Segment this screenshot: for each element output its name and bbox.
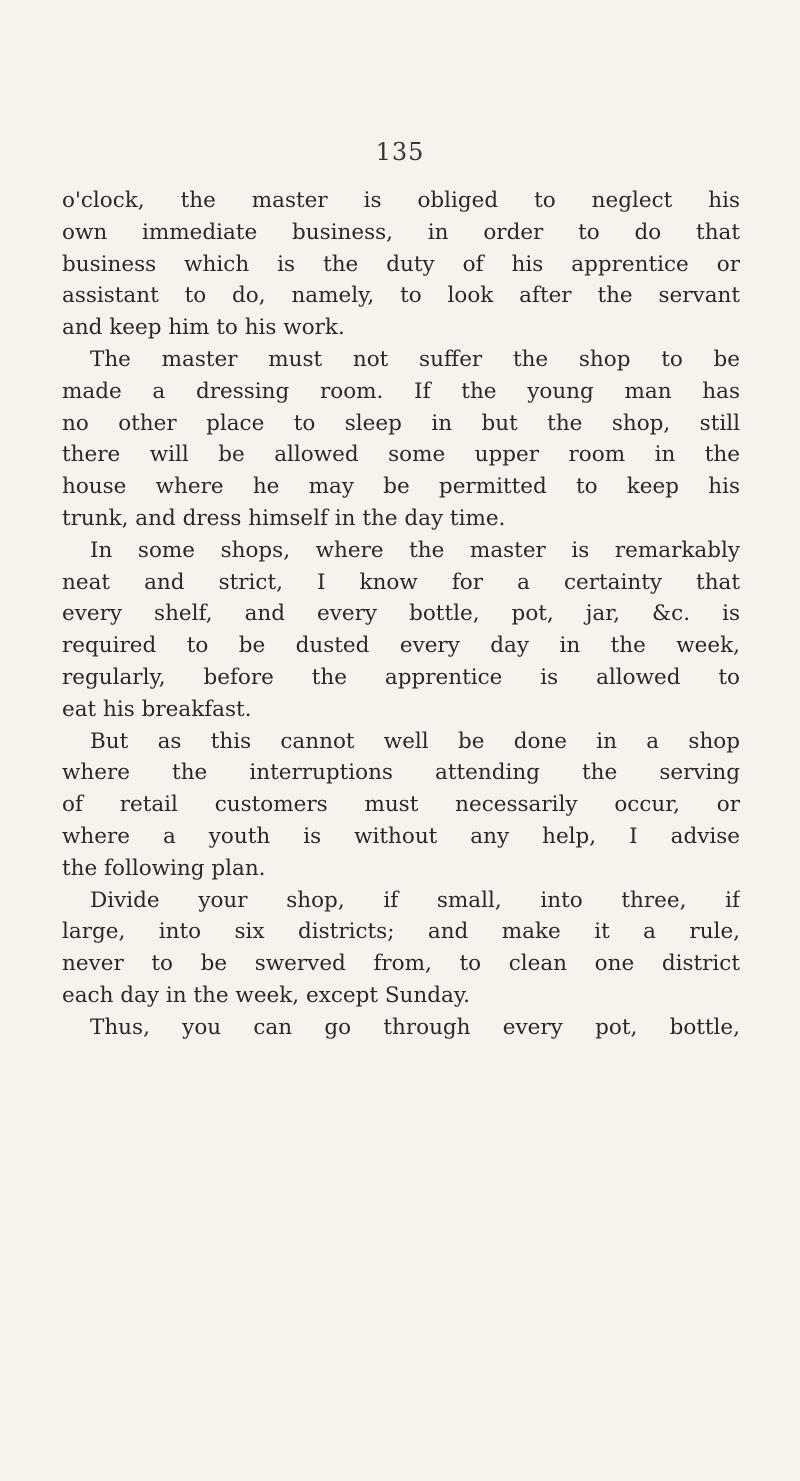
text-line: made a dressing room. If the young man has (62, 378, 740, 404)
text-line: The master must not suffer the shop to be (90, 346, 740, 372)
text-line: neat and strict, I know for a certainty that (62, 569, 740, 595)
text-line: But as this cannot well be done in a shop (90, 728, 740, 754)
text-line: no other place to sleep in but the shop, still (62, 410, 740, 436)
text-line: never to be swerved from, to clean one district (62, 951, 740, 977)
text-line: own immediate business, in order to do that (62, 219, 740, 245)
text-line: Thus, you can go through every pot, bottle, (90, 1014, 740, 1040)
page-number: 135 (375, 138, 425, 166)
text-line: every shelf, and every bottle, pot, jar, &c. is (62, 601, 740, 627)
text-line: regularly, before the apprentice is allowed to (62, 664, 740, 690)
text-line: required to be dusted every day in the week, (62, 633, 740, 659)
text-line: where the interruptions attending the serving (62, 760, 740, 786)
text-line: business which is the duty of his apprentice or (62, 251, 740, 277)
text-line: In some shops, where the master is remarkably (90, 537, 740, 563)
text-line: where a youth is without any help, I advise (62, 823, 740, 849)
text-line: each day in the week, except Sunday. (62, 982, 470, 1008)
text-line: there will be allowed some upper room in the (62, 442, 740, 468)
text-line: large, into six districts; and make it a rule, (62, 919, 740, 945)
text-line: the following plan. (62, 855, 266, 881)
text-line: house where he may be permitted to keep his (62, 474, 740, 500)
text-line: of retail customers must necessarily occur, or (62, 792, 740, 818)
body-text (62, 185, 740, 1044)
text-line: trunk, and dress himself in the day time. (62, 505, 506, 531)
text-line: eat his breakfast. (62, 696, 252, 722)
text-line: Divide your shop, if small, into three, if (90, 887, 740, 913)
text-line: assistant to do, namely, to look after the servant (62, 283, 740, 309)
text-line: o'clock, the master is obliged to neglect his (62, 188, 740, 213)
text-line: and keep him to his work. (62, 315, 345, 341)
